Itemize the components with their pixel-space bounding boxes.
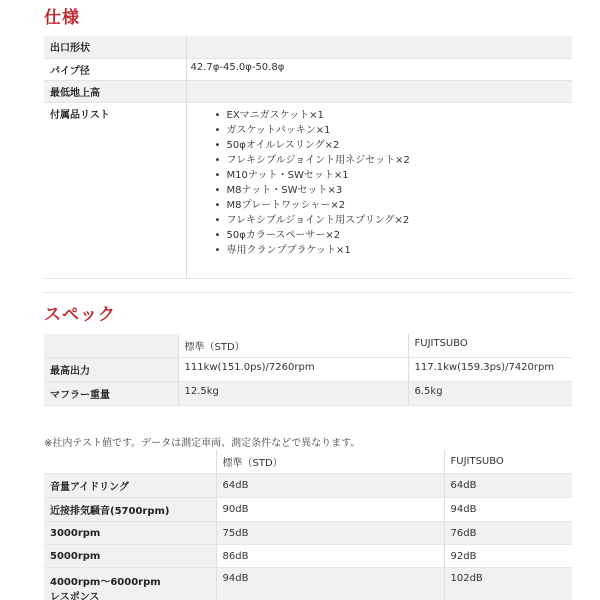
header-cell-fujitsubo: FUJITSUBO (408, 334, 572, 358)
header-cell-empty (44, 334, 178, 358)
table-row (44, 358, 572, 382)
spec-value-pipe-diameter: 42.7φ-45.0φ-50.8φ (190, 61, 285, 73)
spec-value-outlet-shape (186, 36, 572, 58)
list-item: • 50φカラースペーサー×2 (215, 228, 569, 243)
table-row (44, 474, 572, 498)
table-row (44, 522, 572, 545)
fujitsubo-value: 64dB (444, 474, 572, 498)
table-row (44, 80, 572, 102)
std-value: 12.5kg (178, 382, 408, 406)
row-label-line1: 4000rpm～6000rpm (50, 577, 161, 588)
spec-section-title: 仕様 (44, 8, 80, 28)
header-cell-empty (44, 450, 216, 474)
fujitsubo-value: 6.5kg (408, 382, 572, 406)
std-value: 64dB (216, 474, 444, 498)
spec-table (44, 36, 572, 279)
list-item: • M10ナット・SWセット×1 (215, 168, 569, 183)
list-item: • フレキシブルジョイント用ネジセット×2 (215, 153, 569, 168)
list-item: • 50φオイルレスリング×2 (215, 138, 569, 153)
fujitsubo-value: 117.1kw(159.3ps)/7420rpm (408, 358, 572, 382)
row-label: マフラー重量 (44, 382, 178, 406)
row-label: 音量アイドリング (44, 474, 216, 498)
fujitsubo-value: 102dB (444, 568, 572, 600)
table-header-row (44, 450, 572, 474)
table-row (44, 58, 572, 80)
list-item: • M8プレートワッシャー×2 (215, 198, 569, 213)
fujitsubo-value: 76dB (444, 522, 572, 545)
row-label: 近接排気騒音(5700rpm) (44, 498, 216, 522)
spec-label-pipe-diameter: パイプ径 (44, 58, 186, 80)
list-item: • M8ナット・SWセット×3 (215, 183, 569, 198)
table-row (44, 498, 572, 522)
fujitsubo-value: 94dB (444, 498, 572, 522)
header-cell-fujitsubo: FUJITSUBO (444, 450, 572, 474)
list-item: • 専用クランプブラケット×1 (215, 243, 569, 258)
std-value: 94dB (216, 568, 444, 600)
accessory-list-cell (186, 102, 572, 278)
std-value: 86dB (216, 545, 444, 568)
table-row (44, 545, 572, 568)
section-divider (44, 292, 572, 293)
list-item: • ガスケットパッキン×1 (215, 123, 569, 138)
spec-label-accessories: 付属品リスト (44, 102, 186, 278)
perf-section-title: スペック (44, 305, 116, 325)
table-row (44, 382, 572, 406)
sound-table (44, 450, 572, 600)
table-row (44, 102, 572, 278)
row-label-line2: レスポンス (50, 592, 100, 600)
performance-table (44, 334, 572, 406)
row-label (44, 568, 216, 600)
measurement-note: ※社内テスト値です。データは測定車両、測定条件などで異なります。 (44, 438, 361, 449)
spec-value-ground-clearance (186, 80, 572, 102)
header-cell-std: 標準（STD） (216, 450, 444, 474)
fujitsubo-value: 92dB (444, 545, 572, 568)
std-value: 90dB (216, 498, 444, 522)
spec-label-outlet-shape: 出口形状 (44, 36, 186, 58)
row-label: 3000rpm (44, 522, 216, 545)
std-value: 111kw(151.0ps)/7260rpm (178, 358, 408, 382)
std-value: 75dB (216, 522, 444, 545)
header-cell-std: 標準（STD） (178, 334, 408, 358)
table-row (44, 568, 572, 600)
table-row (44, 36, 572, 58)
row-label: 最高出力 (44, 358, 178, 382)
list-item: • フレキシブルジョイント用スプリング×2 (215, 213, 569, 228)
table-header-row (44, 334, 572, 358)
list-item: • EXマニガスケット×1 (215, 108, 569, 123)
row-label: 5000rpm (44, 545, 216, 568)
spec-label-ground-clearance: 最低地上高 (44, 80, 186, 102)
accessory-list (191, 106, 569, 258)
